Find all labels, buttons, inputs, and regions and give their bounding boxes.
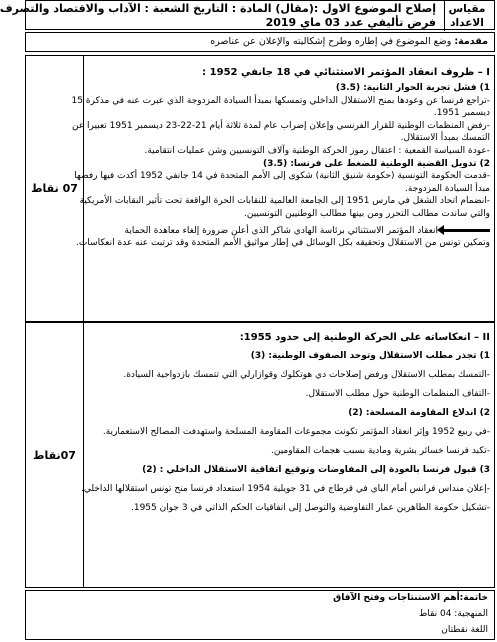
section-one-line: -قدمت الحكومة التونسية (حكومة شنيق الثانية) شكوى إلى الأمم المتحدة في 14 جانفي 1952 أكدت فيها رفضها: [74, 171, 490, 182]
section-one-line: -عودة السياسة القمعية : اعتقال رموز الحركة الوطنية وآلاف التونسيين وشن عمليات انتقامية.: [144, 145, 490, 156]
header-title: إصلاح الموضوع الاول :(مقال) المادة : التاريخ الشعبة : الآداب والاقتصاد والتصرف: [0, 2, 436, 15]
section-one-line: والتي ساندت مطالب التحرر ومن بينها مطالب الوطنيين التونسيين.: [244, 208, 490, 219]
section-two-title: II – انعكاساته على الحركة الوطنية إلى حدود 1955:: [239, 332, 490, 343]
section-one-line: 2) تدويل القضية الوطنية للضغط على فرنسا: (3.5): [263, 158, 490, 169]
section-two-line: -التفاف المنظمات الوطنية حول مطلب الاستقلال.: [305, 389, 490, 399]
section-one-body: [71, 66, 490, 250]
section-two: [25, 322, 495, 588]
methodology-grade: المنهجية: 04 نقاط: [419, 609, 488, 619]
conclusion-text: خاتمة:أهم الاستنتاجات وفتح الآفاق: [333, 593, 488, 603]
section-one-line: -رفض المنظمات الوطنية للقرار الفرنسي وإعلان إضراب عام لمدة ثلاثة أيام 21-22-23 ديسمبر 1951 تعبيرا عن: [71, 120, 490, 131]
section-one-transition: [88, 225, 490, 238]
section-two-line: 1) تجذر مطلب الاستقلال وتوحد الصفوف الوطنية: (3): [250, 351, 490, 361]
language-grade: اللغة نقطتان: [441, 625, 488, 635]
section-one-line: -انضمام اتحاد الشغل في مارس 1951 إلى الجامعة العالمية للنقابات الحرة الواقعة تحت تأثير النقابات الأمريكية: [79, 196, 490, 207]
section-one-title: I – ظروف انعقاد المؤتمر الاستثنائي في 18 جانفي 1952 :: [202, 67, 490, 78]
section-one-line: وتمكين تونس من الاستقلال وتحقيقه بكل الوسائل في إطار مواثيق الأمم المتحدة وقد ترتبت عنه عدة انعكاسات.: [75, 238, 490, 249]
section-two-line: 3) قبول فرنسا بالعودة إلى المفاوضات وتوقيع اتفاقية الاستقلال الداخلي : (2): [142, 465, 490, 475]
section-one-line: -تراجع فرنسا عن وعودها بمنح الاستقلال الداخلي وتمسكها بمبدأ السيادة المزدوجة الذي عبرت عنه في مذكرة 15: [71, 95, 490, 106]
header: [0, 0, 495, 30]
section-two-line: -التمسك بمطلب الاستقلال ورفض إصلاحات دي هوتكلوك وقوازارلي التي تتمسك بازدواجية السيادة.: [123, 370, 490, 380]
section-two-line: -إعلان منداس فرانس أمام الباي في قرطاج في 31 جويلية 1954 استعداد فرنسا منح تونس استقلالها الداخلي.: [81, 484, 490, 494]
header-subtitle: فرض تأليفي عدد 03 ماي 2019: [265, 16, 436, 29]
section-one: [25, 55, 495, 322]
introduction-text: وضع الموضوع في إطاره وطرح إشكاليته والإعلان عن عناصره: [210, 36, 455, 47]
conclusion-row: [25, 590, 495, 640]
introduction-row: [25, 32, 495, 52]
section-one-line: ديسمبر 1951.: [433, 108, 490, 119]
section-two-body: [81, 331, 490, 518]
scale-column-header: [442, 2, 492, 30]
section-two-score: 07نقاط: [26, 323, 84, 587]
section-two-line: -تشكيل حكومة الطاهرين عمار التفاوضية والتوصل إلى اتفاقيات الحكم الذاتي في 3 جوان 1955.: [130, 503, 490, 513]
scale-label: مقياس: [448, 3, 486, 15]
introduction-label: مقدمة:: [454, 36, 488, 47]
arrow-icon: [442, 229, 490, 232]
section-two-line: -تكبد فرنسا خسائر بشرية ومادية بسبب هجمات المقاومين.: [270, 446, 490, 456]
section-one-line: التمسك بمبدأ الاستقلال.: [400, 133, 490, 144]
section-one-line: انعقاد المؤتمر الاستثنائي برئاسة الهادي شاكر الذي أعلن ضرورة إلغاء معاهدة الحماية: [124, 225, 438, 236]
section-two-line: -في ربيع 1952 وإثر انعقاد المؤتمر تكونت مجموعات المقاومة المسلحة واستهدفت المصالح الاستعمارية.: [102, 427, 490, 437]
grades-label: الاعداد: [450, 17, 484, 29]
section-one-line: 1) فشل تجربة الحوار الثانية: (3.5): [335, 83, 490, 93]
section-one-line: مبدأ السيادة المزدوجة.: [405, 183, 490, 194]
section-one-score: 07 نقاط: [26, 56, 84, 321]
section-two-line: 2) اندلاع المقاومة المسلحة: (2): [348, 408, 490, 418]
